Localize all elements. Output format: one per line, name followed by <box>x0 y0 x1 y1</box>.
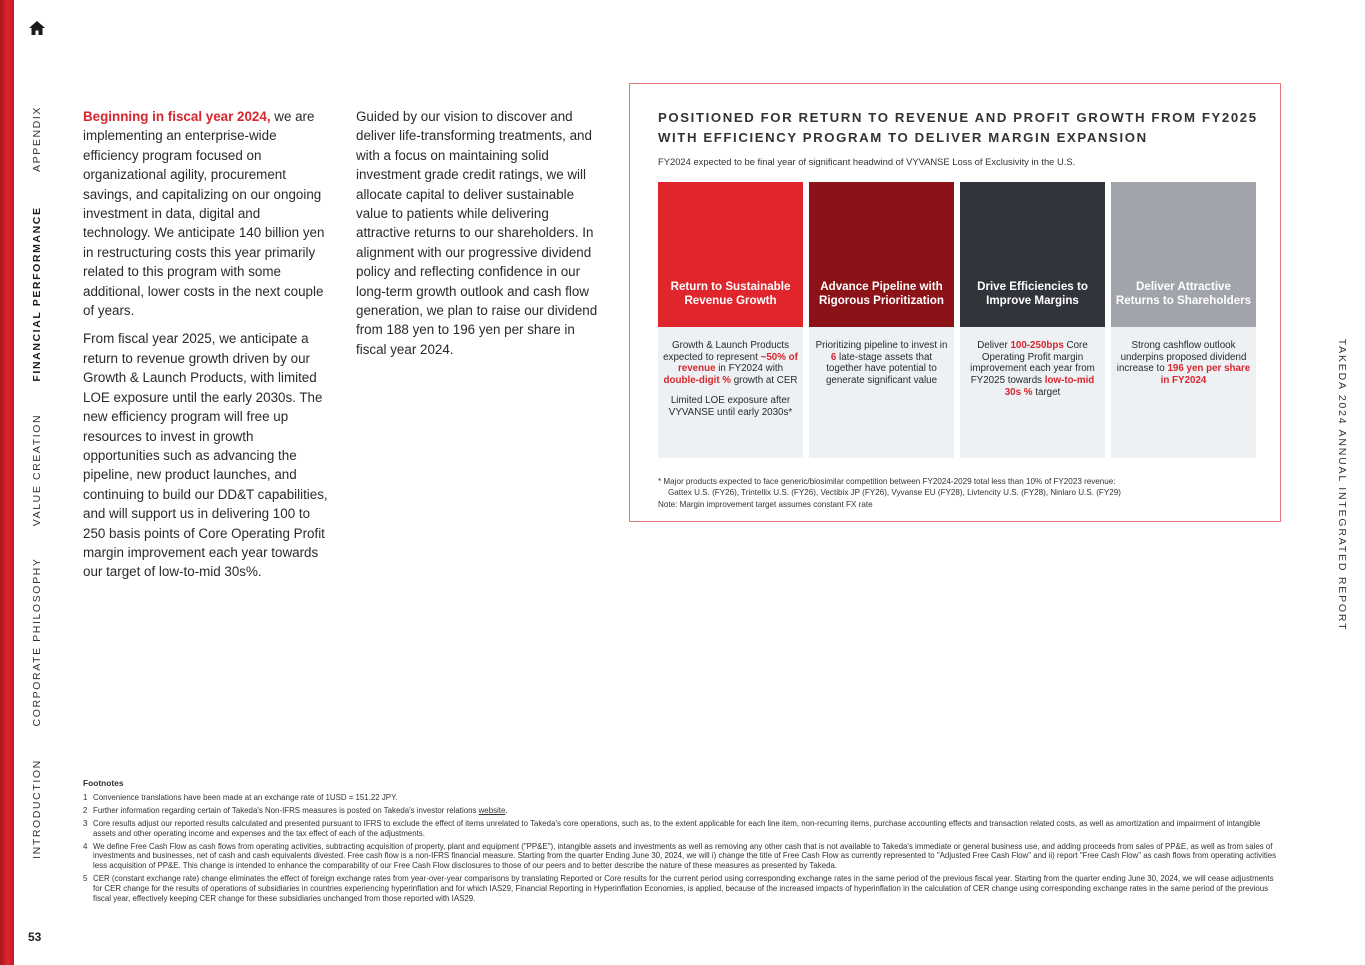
footnote-item: 1 Convenience translations have been made at an exchange rate of 1USD = 151.22 JPY. <box>83 792 398 802</box>
pillar-header: Return to Sustainable Revenue Growth <box>658 182 803 327</box>
pillar-pipeline <box>809 182 954 458</box>
paragraph: Guided by our vision to discover and deliver life-transforming treatments, and with a focus on maintaining solid investment grade credit ratings, we will allocate capital to deliver sustainable value to patients while delivering attractive returns to our shareholders. In alignment with our progressive dividend policy and reflecting confidence in our long-term growth outlook and cash flow generation, we plan to raise our dividend from 188 yen to 196 yen per share in fiscal year 2024. <box>356 109 598 357</box>
investor-relations-link[interactable]: website <box>478 805 506 815</box>
text-column-2 <box>356 107 601 368</box>
paragraph: From fiscal year 2025, we anticipate a return to revenue growth driven by our Growth & Launch Products, with limited LOE exposure until the early 2030s. The new efficiency program will free up resources to invest in growth opportunities such as advancing the pipeline, new product launches, and continuing to build our DD&T capabilities, and will support us in delivering 100 to 250 basis points of Core Operating Profit margin improvement each year towards our target of low-to-mid 30s%. <box>83 331 328 580</box>
pillar-header: Deliver Attractive Returns to Shareholders <box>1111 182 1256 327</box>
pillar-body: Growth & Launch Products expected to represent ~50% of revenue in FY2024 with double-digit % growth at CER Limited LOE exposure after VYVANSE until early 2030s* <box>658 327 803 458</box>
pillar-body: Strong cashflow outlook underpins proposed dividend increase to 196 yen per share in FY2024 <box>1111 327 1256 458</box>
nav-introduction[interactable]: INTRODUCTION <box>31 759 43 859</box>
pillar-body: Prioritizing pipeline to invest in 6 late-stage assets that together have potential to generate significant value <box>809 327 954 458</box>
nav-corporate-philosophy[interactable]: CORPORATE PHILOSOPHY <box>31 557 43 727</box>
footnote-item: 5 CER (constant exchange rate) change eliminates the effect of foreign exchange rates from year-over-year comparisons by translating Reported or Core results for the current period using corresponding exchange rates in the same period of the previous fiscal year. Starting from the quarter ending June 30, 2024, we will cease adjustments for CER change for the results of operations of subsidiaries in countries experiencing hyperinflation and for which IAS29, Financial Reporting in Hyperinflation Economies, is applied, because of the increased impacts of hyperinflation in the calculation of CER change using corresponding exchange rates in the same period of the previous fiscal year, effectively keeping CER change for these subsidiaries unchanged from those reported with IAS29. <box>83 874 1274 904</box>
text-column-1 <box>83 107 331 591</box>
nav-appendix[interactable]: APPENDIX <box>31 106 43 172</box>
footnote-item: 2 Further information regarding certain of Takeda's Non-IFRS measures is posted on Takeda's investor relations website. <box>83 805 508 815</box>
nav-value-creation[interactable]: VALUE CREATION <box>31 413 43 527</box>
pillar-body: Deliver 100-250bps Core Operating Profit margin improvement each year from FY2025 towards low-to-mid 30s % target <box>960 327 1105 458</box>
footnote-item: 3 Core results adjust our reported results calculated and presented pursuant to IFRS to exclude the effect of items unrelated to Takeda's core operations, such as, to the extent applicable for each line item, non-recurring items, purchase accounting effects and transaction related costs, as well as amortization and impairment of intangible assets and other operating income and expenses and the tax effect of each of the adjustments. <box>83 818 1261 838</box>
highlight-text: Beginning in fiscal year 2024, <box>83 109 271 124</box>
red-edge-bar <box>0 0 14 965</box>
box-title: POSITIONED FOR RETURN TO REVENUE AND PROFIT GROWTH FROM FY2025 WITH EFFICIENCY PROGRAM TO DELIVER MARGIN EXPANSION <box>658 110 1258 145</box>
box-subtitle: FY2024 expected to be final year of significant headwind of VYVANSE Loss of Exclusivity in the U.S. <box>658 156 1076 167</box>
pillar-revenue-growth <box>658 182 803 458</box>
section-nav <box>22 0 52 965</box>
footnote-item: 4 We define Free Cash Flow as cash flows from operating activities, subtracting acquisition of property, plant and equipment ("PP&E"), intangible assets and investments as well as removing any other cash that is not available to Takeda's immediate or general business use, and adding proceeds from sales of PP&E, as well as from sales of investments and businesses, net of cash and cash equivalents divested. Free cash flow is a non-IFRS financial measure. Starting from the quarter Ending June 30, 2024, we will i) change the title of Free Cash Flow as currently represented to "Adjusted Free Cash Flow" and ii) report "Free Cash Flow" as cash flows from operating activities less acquisition of PP&E. This change is intended to enhance the comparability of our Free Cash Flow disclosures to those of our peers and to better describe the nature of these measures as presented by Takeda. <box>83 841 1277 871</box>
growth-strategy-box <box>629 83 1281 522</box>
pillar-shareholder-returns <box>1111 182 1256 458</box>
box-footnote: * Major products expected to face generic/biosimilar competition between FY2024-2029 total less than 10% of FY2023 revenue: Gattex U.S. (FY26), Trintellix U.S. (FY26), Vectibix JP (FY26), Vyvanse EU (FY28), Livtencity U.S. (FY28), Ninlaro U.S. (FY29) <box>658 477 1121 497</box>
pillar-header: Advance Pipeline with Rigorous Prioritization <box>809 182 954 327</box>
box-note: Note: Margin improvement target assumes constant FX rate <box>658 500 873 509</box>
pillar-header: Drive Efficiencies to Improve Margins <box>960 182 1105 327</box>
pillar-efficiencies <box>960 182 1105 458</box>
nav-financial-performance[interactable]: FINANCIAL PERFORMANCE <box>31 206 43 382</box>
report-title-vertical: TAKEDA 2024 ANNUAL INTEGRATED REPORT <box>1336 338 1348 632</box>
page-number: 53 <box>28 930 42 944</box>
footnotes <box>83 779 1278 907</box>
paragraph: Beginning in fiscal year 2024, we are implementing an enterprise-wide efficiency program focused on organizational agility, procurement savings, and capitalizing on our ongoing investment in data, digital and technology. We anticipate 140 billion yen in restructuring costs this year primarily related to this program with some additional, lower costs in the next couple of years. <box>83 109 325 319</box>
footnotes-heading: Footnotes <box>83 778 124 788</box>
